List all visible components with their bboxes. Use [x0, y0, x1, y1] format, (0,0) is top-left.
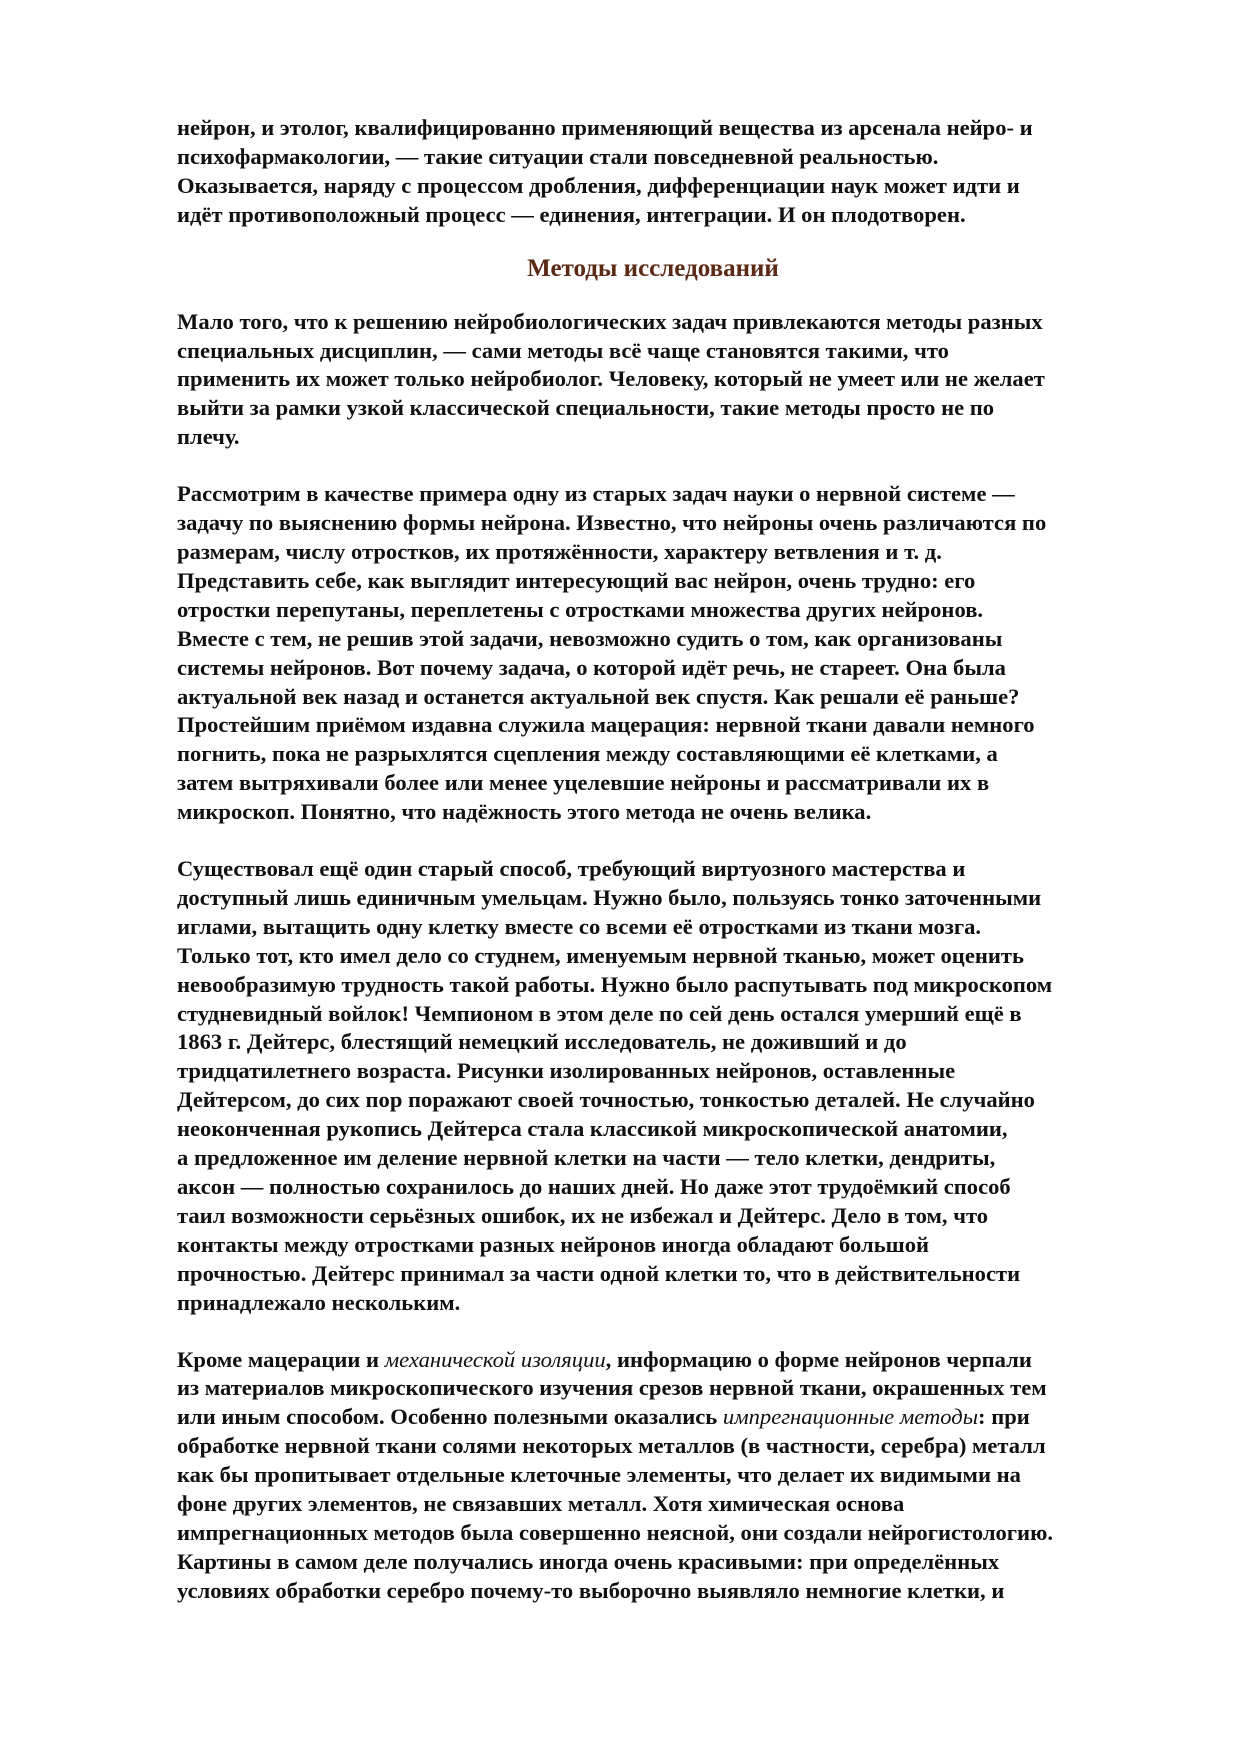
- section-heading: Методы исследований: [527, 254, 779, 282]
- text-line: выйти за рамки узкой классической специальности, такие методы просто не по: [177, 395, 995, 421]
- text-line: Простейшим приёмом издавна служила мацерация: нервной ткани давали немного: [177, 712, 1035, 738]
- text-line: микроскоп. Понятно, что надёжность этого метода не очень велика.: [177, 799, 872, 825]
- text-line: применить их может только нейробиолог. Человеку, который не умеет или не желает: [177, 366, 1045, 392]
- text-line: задачу по выяснению формы нейрона. Известно, что нейроны очень различаются по: [177, 510, 1047, 536]
- text-line: [177, 1346, 1157, 1375]
- text-line: таил возможности серьёзных ошибок, их не избежал и Дейтерс. Дело в том, что: [177, 1202, 989, 1228]
- text-run: , информацию о форме нейронов черпали: [605, 1346, 1032, 1372]
- text-line: фоне других элементов, не связавших металл. Хотя химическая основа: [177, 1491, 905, 1517]
- text-line: Существовал ещё один старый способ, требующий виртуозного мастерства и: [177, 856, 966, 882]
- text-line: отростки перепутаны, переплетены с отростками множества других нейронов.: [177, 596, 984, 622]
- text-line: неоконченная рукопись Дейтерса стала классикой микроскопической анатомии,: [177, 1116, 1008, 1142]
- text-line: системы нейронов. Вот почему задача, о которой идёт речь, не стареет. Она была: [177, 654, 1006, 680]
- text-line: Картины в самом деле получались иногда очень красивыми: при определённых: [177, 1548, 1000, 1574]
- text-line: психофармакологии, — такие ситуации стали повседневной реальностью.: [177, 143, 939, 169]
- document-body: [177, 114, 1157, 1606]
- emphasis-text: механической изоляции: [384, 1346, 606, 1372]
- text-line: обработке нервной ткани солями некоторых металлов (в частности, серебра) металл: [177, 1433, 1046, 1459]
- intro-paragraph: [177, 114, 1157, 230]
- text-line: идёт противоположный процесс — единения, интеграции. И он плодотворен.: [177, 201, 966, 227]
- text-line: Дейтерсом, до сих пор поражают своей точностью, тонкостью деталей. Не случайно: [177, 1087, 1035, 1113]
- text-line: невообразимую трудность такой работы. Нужно было распутывать под микроскопом: [177, 971, 1053, 997]
- text-line: [177, 1403, 1157, 1432]
- paragraph-4: [177, 1346, 1157, 1606]
- paragraph-1: [177, 308, 1157, 453]
- text-line: нейрон, и этолог, квалифицированно применяющий вещества из арсенала нейро- и: [177, 115, 1033, 140]
- paragraph-3: [177, 855, 1157, 1318]
- text-line: контакты между отростками разных нейронов иногда обладают большой: [177, 1231, 930, 1257]
- text-line: Мало того, что к решению нейробиологических задач привлекаются методы разных: [177, 308, 1043, 334]
- text-line: затем вытряхивали более или менее уцелевшие нейроны и рассматривали их в: [177, 770, 990, 796]
- text-line: Вместе с тем, не решив этой задачи, невозможно судить о том, как организованы: [177, 625, 1003, 651]
- text-line: аксон — полностью сохранилось до наших дней. Но даже этот трудоёмкий способ: [177, 1174, 1011, 1199]
- text-line: а предложенное им деление нервной клетки на части — тело клетки, дендриты,: [177, 1145, 996, 1171]
- text-line: Рассмотрим в качестве примера одну из старых задач науки о нервной системе —: [177, 481, 1015, 507]
- text-run: Кроме мацерации и: [177, 1346, 385, 1372]
- text-line: доступный лишь единичным умельцам. Нужно было, пользуясь тонко заточенными: [177, 884, 1042, 910]
- text-line: специальных дисциплин, — сами методы всё чаще становятся такими, что: [177, 337, 949, 363]
- text-line: иглами, вытащить одну клетку вместе со всеми её отростками из ткани мозга.: [177, 913, 982, 939]
- text-run: : при: [978, 1404, 1030, 1430]
- text-line: плечу.: [177, 424, 240, 450]
- text-run: или иным способом. Особенно полезными оказались: [177, 1404, 723, 1430]
- paragraph-2: [177, 480, 1157, 827]
- text-line: 1863 г. Дейтерс, блестящий немецкий исследователь, не доживший и до: [177, 1029, 907, 1055]
- text-line: тридцатилетнего возраста. Рисунки изолированных нейронов, оставленные: [177, 1058, 956, 1084]
- text-line: погнить, пока не разрыхлятся сцепления между составляющими её клетками, а: [177, 741, 998, 767]
- text-line: из материалов микроскопического изучения срезов нервной ткани, окрашенных тем: [177, 1375, 1047, 1401]
- text-line: актуальной век назад и останется актуальной век спустя. Как решали её раньше?: [177, 683, 1020, 709]
- text-line: импрегнационных методов была совершенно неясной, они создали нейрогистологию.: [177, 1519, 1053, 1545]
- text-line: принадлежало нескольким.: [177, 1289, 461, 1315]
- text-line: прочностью. Дейтерс принимал за части одной клетки то, что в действительности: [177, 1260, 1021, 1286]
- text-line: Представить себе, как выглядит интересующий вас нейрон, очень трудно: его: [177, 567, 976, 593]
- text-line: студневидный войлок! Чемпионом в этом деле по сей день остался умерший ещё в: [177, 1000, 1022, 1026]
- text-line: условиях обработки серебро почему-то выборочно выявляло немногие клетки, и: [177, 1577, 1005, 1603]
- text-line: размерам, числу отростков, их протяжённости, характеру ветвления и т. д.: [177, 538, 942, 564]
- text-line: Оказывается, наряду с процессом дробления, дифференциации наук может идти и: [177, 172, 1020, 198]
- emphasis-text: импрегнационные методы: [722, 1404, 979, 1430]
- text-line: как бы пропитывает отдельные клеточные элементы, что делает их видимыми на: [177, 1462, 1021, 1488]
- text-line: Только тот, кто имел дело со студнем, именуемым нервной тканью, может оценить: [177, 942, 1024, 968]
